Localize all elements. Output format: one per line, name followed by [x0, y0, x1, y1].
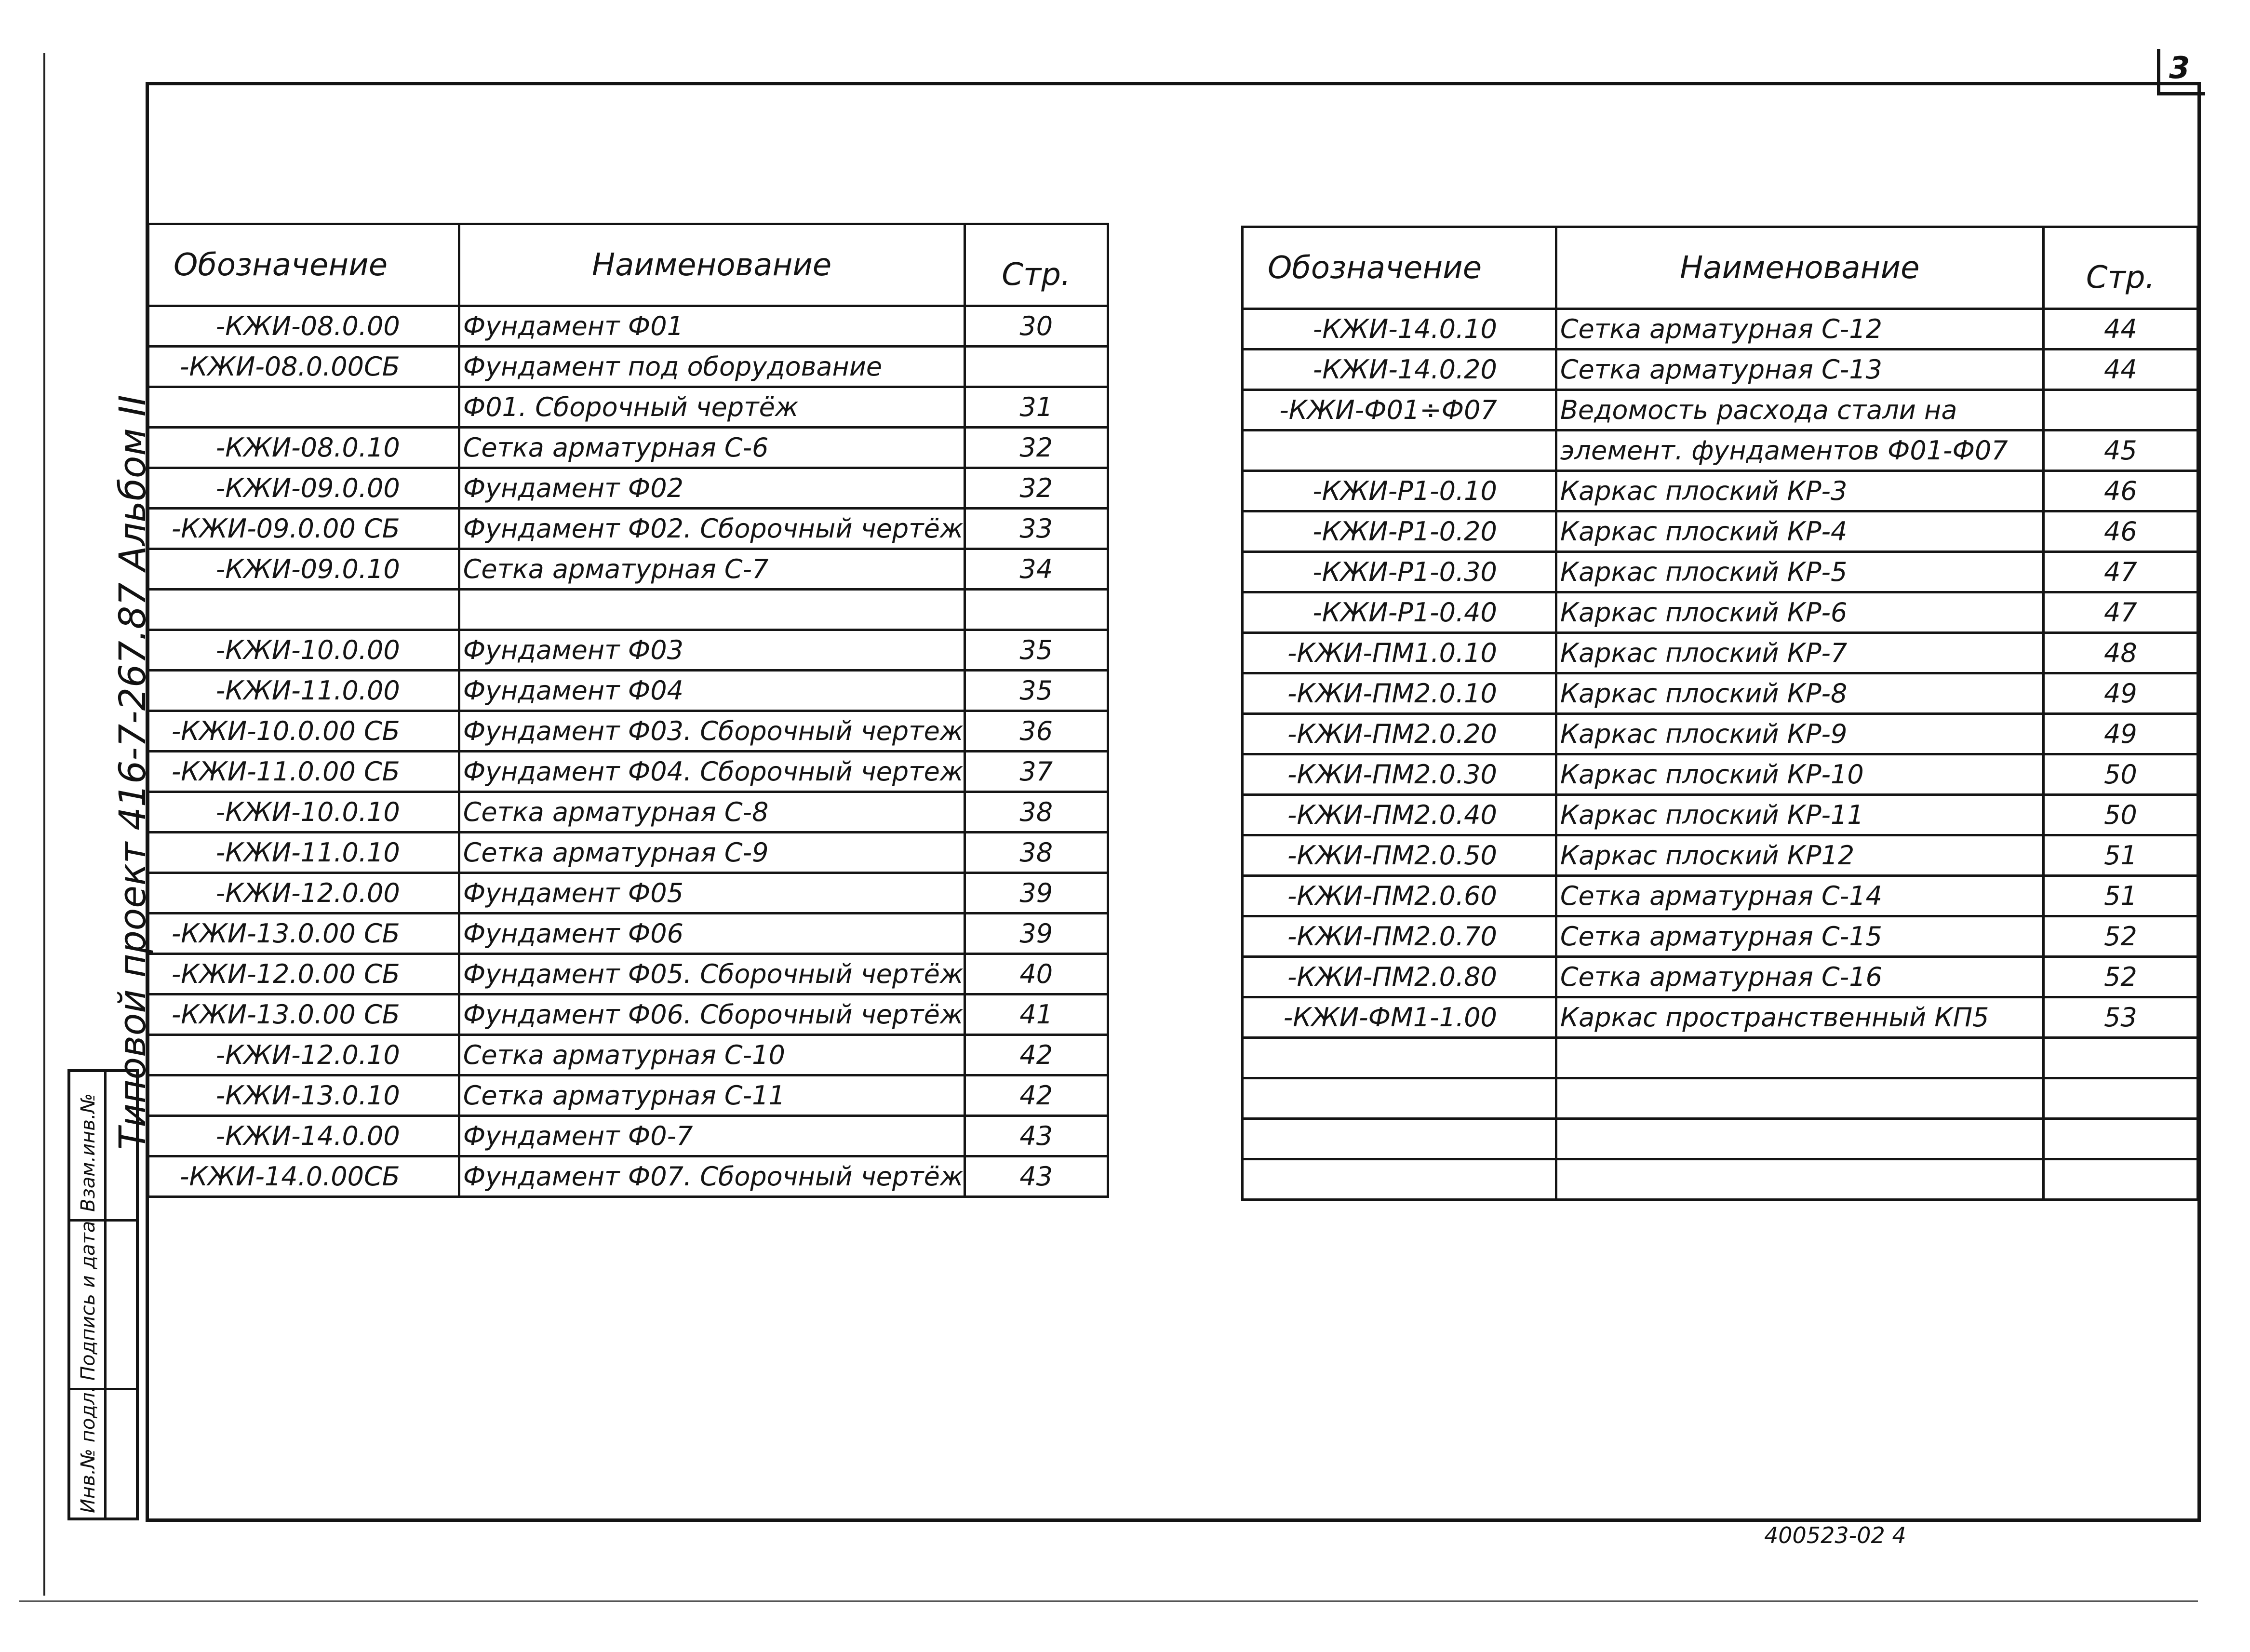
row-name: Каркас плоский КР-8	[1556, 673, 2043, 714]
row-name: Фундамент Ф04	[459, 671, 964, 711]
row-page: 43	[964, 1156, 1108, 1197]
row-page: 31	[964, 387, 1108, 428]
header-name: Наименование	[1556, 227, 2043, 309]
row-code: -КЖИ-14.0.00	[148, 1116, 459, 1156]
row-name: Фундамент Ф05	[459, 873, 964, 913]
row-code: -КЖИ-14.0.00СБ	[148, 1156, 459, 1197]
row-name: Каркас плоский КР-3	[1556, 471, 2043, 511]
table-row	[1243, 349, 2198, 390]
row-code: -КЖИ-09.0.00 СБ	[148, 509, 459, 549]
table-row	[148, 994, 1108, 1035]
row-page: 51	[2043, 835, 2197, 876]
row-code: -КЖИ-ПМ2.0.20	[1243, 714, 1556, 754]
row-code: -КЖИ-ПМ2.0.10	[1243, 673, 1556, 714]
row-page: 52	[2043, 957, 2197, 997]
row-page: 49	[2043, 673, 2197, 714]
row-name: Сетка арматурная С-7	[459, 549, 964, 590]
table-row	[148, 509, 1108, 549]
table-row	[148, 468, 1108, 509]
side-title: Типовой проект 416-7-267.87 Альбом II	[111, 395, 154, 1150]
row-code: -КЖИ-Р1-0.30	[1243, 552, 1556, 592]
table-row	[1243, 633, 2198, 673]
header-page: Стр.	[2043, 227, 2197, 309]
row-name: Сетка арматурная С-15	[1556, 916, 2043, 957]
table-row	[1243, 430, 2198, 471]
table-row	[148, 833, 1108, 873]
trim-line	[19, 1600, 2198, 1602]
row-code: -КЖИ-ПМ2.0.70	[1243, 916, 1556, 957]
table-row	[1243, 592, 2198, 633]
row-code: -КЖИ-10.0.00	[148, 630, 459, 671]
table-row	[1243, 673, 2198, 714]
row-page: 45	[2043, 430, 2197, 471]
row-code: -КЖИ-08.0.10	[148, 428, 459, 468]
row-page: 46	[2043, 471, 2197, 511]
row-code: -КЖИ-09.0.10	[148, 549, 459, 590]
row-code	[1243, 1038, 1556, 1078]
row-name: Каркас плоский КР-7	[1556, 633, 2043, 673]
row-name: Ведомость расхода стали на	[1556, 390, 2043, 430]
row-name: Каркас пространственный КП5	[1556, 997, 2043, 1038]
row-page	[964, 590, 1108, 630]
row-code: -КЖИ-ПМ2.0.80	[1243, 957, 1556, 997]
row-code: -КЖИ-12.0.00 СБ	[148, 954, 459, 994]
row-name: Фундамент Ф03	[459, 630, 964, 671]
row-page: 30	[964, 306, 1108, 347]
row-name: Сетка арматурная С-13	[1556, 349, 2043, 390]
row-code: -КЖИ-11.0.00	[148, 671, 459, 711]
row-code: -КЖИ-ПМ2.0.40	[1243, 795, 1556, 835]
row-page: 39	[964, 913, 1108, 954]
table-row	[148, 549, 1108, 590]
row-code	[148, 387, 459, 428]
row-page: 33	[964, 509, 1108, 549]
row-page: 47	[2043, 592, 2197, 633]
row-name: Сетка арматурная С-12	[1556, 309, 2043, 349]
row-page: 35	[964, 630, 1108, 671]
row-code: -КЖИ-12.0.10	[148, 1035, 459, 1075]
table-row	[148, 428, 1108, 468]
row-code: -КЖИ-ФМ1-1.00	[1243, 997, 1556, 1038]
table-row	[148, 752, 1108, 792]
table-row	[148, 387, 1108, 428]
row-name	[459, 590, 964, 630]
row-page: 44	[2043, 309, 2197, 349]
row-page: 40	[964, 954, 1108, 994]
table-row	[148, 792, 1108, 833]
row-name: Каркас плоский КР-9	[1556, 714, 2043, 754]
table-row	[1243, 471, 2198, 511]
row-name: Сетка арматурная С-10	[459, 1035, 964, 1075]
row-name: Сетка арматурная С-8	[459, 792, 964, 833]
row-name: Ф01. Сборочный чертёж	[459, 387, 964, 428]
right-table-body	[1243, 309, 2198, 1200]
row-code: -КЖИ-Р1-0.10	[1243, 471, 1556, 511]
row-page: 46	[2043, 511, 2197, 552]
table-row	[148, 630, 1108, 671]
approval-stamp	[67, 1069, 139, 1520]
table-row	[148, 873, 1108, 913]
row-name	[1556, 1078, 2043, 1119]
row-code	[1243, 1078, 1556, 1119]
row-code: -КЖИ-10.0.10	[148, 792, 459, 833]
table-header-row	[148, 224, 1108, 306]
row-code: -КЖИ-14.0.20	[1243, 349, 1556, 390]
stamp-label-replacement: Взам.инв.№	[77, 1093, 99, 1212]
row-name: Сетка арматурная С-14	[1556, 876, 2043, 916]
right-spec-table	[1241, 226, 2199, 1201]
table-row	[1243, 309, 2198, 349]
table-row	[1243, 511, 2198, 552]
row-name: Фундамент Ф05. Сборочный чертёж	[459, 954, 964, 994]
row-name: Сетка арматурная С-9	[459, 833, 964, 873]
row-page: 51	[2043, 876, 2197, 916]
table-row	[148, 671, 1108, 711]
table-row	[1243, 1119, 2198, 1159]
row-code: -КЖИ-Р1-0.40	[1243, 592, 1556, 633]
page-number: 3	[2169, 50, 2190, 85]
row-page	[964, 347, 1108, 387]
table-row	[1243, 390, 2198, 430]
row-page: 43	[964, 1116, 1108, 1156]
left-spec-table	[147, 223, 1109, 1198]
row-code: -КЖИ-13.0.00 СБ	[148, 913, 459, 954]
row-code	[1243, 1119, 1556, 1159]
stamp-label-signature: Подпись и дата	[77, 1221, 99, 1381]
row-name: Каркас плоский КР-11	[1556, 795, 2043, 835]
row-name: Фундамент Ф03. Сборочный чертеж	[459, 711, 964, 752]
table-row	[148, 954, 1108, 994]
row-name: Фундамент Ф02	[459, 468, 964, 509]
row-name: Сетка арматурная С-6	[459, 428, 964, 468]
row-name: элемент. фундаментов Ф01-Ф07	[1556, 430, 2043, 471]
row-page: 38	[964, 792, 1108, 833]
table-header-row	[1243, 227, 2198, 309]
row-name: Фундамент Ф02. Сборочный чертёж	[459, 509, 964, 549]
document-code: 400523-02 4	[1764, 1522, 1906, 1548]
row-code: -КЖИ-12.0.00	[148, 873, 459, 913]
row-code: -КЖИ-ПМ2.0.30	[1243, 754, 1556, 795]
row-page: 39	[964, 873, 1108, 913]
row-page: 50	[2043, 795, 2197, 835]
row-code: -КЖИ-11.0.00 СБ	[148, 752, 459, 792]
row-page: 44	[2043, 349, 2197, 390]
row-page	[2043, 1119, 2197, 1159]
row-page: 53	[2043, 997, 2197, 1038]
row-code	[1243, 1159, 1556, 1200]
table-row	[1243, 552, 2198, 592]
table-row	[148, 1156, 1108, 1197]
row-name: Фундамент Ф07. Сборочный чертёж	[459, 1156, 964, 1197]
row-name: Каркас плоский КР12	[1556, 835, 2043, 876]
row-page	[2043, 1159, 2197, 1200]
row-name: Фундамент под оборудование	[459, 347, 964, 387]
row-code: -КЖИ-Ф01÷Ф07	[1243, 390, 1556, 430]
table-row	[148, 711, 1108, 752]
row-name: Фундамент Ф0-7	[459, 1116, 964, 1156]
table-row	[1243, 835, 2198, 876]
row-page: 36	[964, 711, 1108, 752]
table-row	[148, 1116, 1108, 1156]
table-row	[1243, 997, 2198, 1038]
row-code: -КЖИ-ПМ2.0.50	[1243, 835, 1556, 876]
row-name: Фундамент Ф06. Сборочный чертёж	[459, 994, 964, 1035]
table-row	[1243, 754, 2198, 795]
row-page: 37	[964, 752, 1108, 792]
table-row	[148, 1035, 1108, 1075]
row-code: -КЖИ-11.0.10	[148, 833, 459, 873]
row-code: -КЖИ-08.0.00	[148, 306, 459, 347]
table-row	[1243, 957, 2198, 997]
row-code: -КЖИ-08.0.00СБ	[148, 347, 459, 387]
row-page: 32	[964, 468, 1108, 509]
table-row	[148, 347, 1108, 387]
row-page: 48	[2043, 633, 2197, 673]
table-row	[1243, 1078, 2198, 1119]
row-code: -КЖИ-Р1-0.20	[1243, 511, 1556, 552]
header-name: Наименование	[459, 224, 964, 306]
row-page: 35	[964, 671, 1108, 711]
table-row	[148, 590, 1108, 630]
row-name: Фундамент Ф01	[459, 306, 964, 347]
row-name: Каркас плоский КР-10	[1556, 754, 2043, 795]
binding-margin-line	[43, 53, 45, 1596]
table-row	[148, 913, 1108, 954]
row-name: Каркас плоский КР-6	[1556, 592, 2043, 633]
row-page	[2043, 390, 2197, 430]
row-name: Сетка арматурная С-11	[459, 1075, 964, 1116]
row-code	[1243, 430, 1556, 471]
stamp-label-original: Инв.№ подл.	[77, 1386, 99, 1513]
row-name: Сетка арматурная С-16	[1556, 957, 2043, 997]
row-code: -КЖИ-09.0.00	[148, 468, 459, 509]
row-name: Фундамент Ф04. Сборочный чертеж	[459, 752, 964, 792]
table-row	[1243, 714, 2198, 754]
table-row	[1243, 916, 2198, 957]
row-code: -КЖИ-13.0.10	[148, 1075, 459, 1116]
header-code: Обозначение	[1243, 227, 1556, 309]
table-row	[148, 1075, 1108, 1116]
table-row	[1243, 795, 2198, 835]
row-name	[1556, 1159, 2043, 1200]
left-table-body	[148, 306, 1108, 1197]
table-row	[148, 306, 1108, 347]
header-page: Стр.	[964, 224, 1108, 306]
table-row	[1243, 1159, 2198, 1200]
row-page: 42	[964, 1035, 1108, 1075]
row-page: 42	[964, 1075, 1108, 1116]
header-code: Обозначение	[148, 224, 459, 306]
row-name: Каркас плоский КР-5	[1556, 552, 2043, 592]
row-page: 52	[2043, 916, 2197, 957]
row-page: 34	[964, 549, 1108, 590]
row-page: 41	[964, 994, 1108, 1035]
row-code: -КЖИ-ПМ1.0.10	[1243, 633, 1556, 673]
row-name: Фундамент Ф06	[459, 913, 964, 954]
row-page: 50	[2043, 754, 2197, 795]
row-page	[2043, 1038, 2197, 1078]
row-name	[1556, 1038, 2043, 1078]
row-page: 38	[964, 833, 1108, 873]
row-code	[148, 590, 459, 630]
row-code: -КЖИ-13.0.00 СБ	[148, 994, 459, 1035]
row-name: Каркас плоский КР-4	[1556, 511, 2043, 552]
row-code: -КЖИ-14.0.10	[1243, 309, 1556, 349]
row-page: 32	[964, 428, 1108, 468]
table-row	[1243, 1038, 2198, 1078]
row-page: 47	[2043, 552, 2197, 592]
table-row	[1243, 876, 2198, 916]
row-name	[1556, 1119, 2043, 1159]
row-page	[2043, 1078, 2197, 1119]
row-page: 49	[2043, 714, 2197, 754]
row-code: -КЖИ-10.0.00 СБ	[148, 711, 459, 752]
row-code: -КЖИ-ПМ2.0.60	[1243, 876, 1556, 916]
